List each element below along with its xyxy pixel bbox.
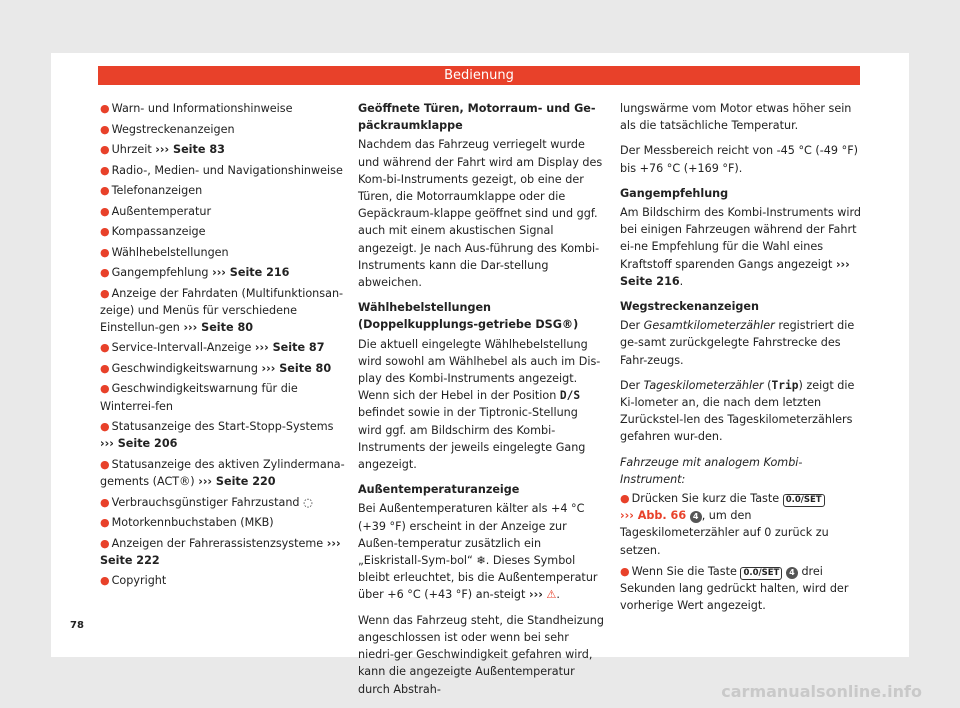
list-item xyxy=(100,264,346,281)
list-item xyxy=(100,285,346,337)
list-item-text: Statusanzeige des Start-Stopp-Systems xyxy=(111,420,334,434)
snowflake-icon: ❄ xyxy=(476,554,486,568)
list-item-text: Copyright xyxy=(111,574,167,588)
page-reference: ››› Seite 83 xyxy=(155,143,225,156)
bullet-icon: ● xyxy=(100,495,110,509)
list-item-text: Wegstreckenanzeigen xyxy=(111,122,235,136)
paragraph-total-odometer xyxy=(620,317,864,369)
paragraph-trip-odometer xyxy=(620,377,864,446)
list-item-text: Außentemperatur xyxy=(111,204,212,218)
heading-gear-recommendation: Gangempfehlung xyxy=(620,186,729,200)
text: ( xyxy=(763,378,772,392)
text: Am Bildschirm des Kombi-Instruments wird bei einigen Fahrzeugen während der Fahrt ei-ne Empfehlung für die Wahl eines Kraftstoff sparenden Gangs angezeigt xyxy=(620,206,861,271)
column-right xyxy=(620,100,864,622)
set-key-icon: 0.0/SET xyxy=(783,494,825,507)
bullet-icon: ● xyxy=(100,143,110,156)
text: . xyxy=(556,588,560,602)
bullet-icon: ● xyxy=(100,516,110,530)
bullet-icon: ● xyxy=(100,163,110,177)
watermark: carmanualsonline.info xyxy=(721,682,922,701)
list-item-text: Geschwindigkeitswarnung xyxy=(111,361,262,375)
list-item xyxy=(100,572,346,589)
warning-icon: ⚠ xyxy=(546,588,557,602)
page-reference: ››› Seite 216 xyxy=(212,266,290,279)
bullet-icon: ● xyxy=(100,184,110,197)
list-item xyxy=(100,514,346,531)
text: Bei Außentemperaturen kälter als +4 °C (+39 °F) erscheint in der Anzeige zur Außen-temperatur zusätzlich ein „Eiskristall-Sym-bol“ xyxy=(358,502,585,568)
bullet-icon: ● xyxy=(100,382,110,396)
list-item xyxy=(100,162,346,179)
column-middle xyxy=(358,100,605,706)
paragraph-heat: lungswärme vom Motor etwas höher sein als die tatsächliche Temperatur. xyxy=(620,102,852,133)
gear-position-label: D/S xyxy=(559,389,581,403)
list-item xyxy=(100,100,346,117)
list-item-text: Uhrzeit xyxy=(111,143,156,156)
paragraph-gear-positions xyxy=(358,336,605,474)
list-item-text: Geschwindigkeitswarnung für die Winterrei-fen xyxy=(100,382,298,413)
list-item xyxy=(100,494,346,511)
list-item-text: Motorkennbuchstaben (MKB) xyxy=(111,516,274,530)
bullet-icon: ● xyxy=(100,341,110,355)
list-item-text: Service-Intervall-Anzeige xyxy=(111,341,255,355)
list-item xyxy=(100,223,346,240)
text: Wenn Sie die Taste xyxy=(631,564,741,578)
list-item xyxy=(100,121,346,138)
paragraph-gear-recommendation xyxy=(620,204,864,290)
list-item-text: Telefonanzeigen xyxy=(111,184,203,197)
text: , um den Tageskilometerzähler auf 0 zurück zu setzen. xyxy=(620,509,829,557)
term: Tageskilometerzähler xyxy=(643,378,764,392)
list-item xyxy=(100,456,346,490)
heading-doors: Geöffnete Türen, Motorraum- und Ge-päckraumklappe xyxy=(358,102,596,133)
bullet-icon: ● xyxy=(100,266,110,279)
paragraph-range: Der Messbereich reicht von -45 °C (-49 °F) bis +76 °C (+169 °F). xyxy=(620,144,858,175)
page-reference: ››› Seite 87 xyxy=(254,341,325,355)
text: Drücken Sie kurz die Taste xyxy=(631,492,783,506)
list-item-text: Radio-, Medien- und Navigationshinweise xyxy=(111,163,343,177)
list-item xyxy=(100,141,346,158)
bullet-reset xyxy=(620,490,864,559)
set-key-icon: 0.0/SET xyxy=(740,567,782,580)
page-number: 78 xyxy=(70,620,84,631)
list-item xyxy=(100,360,346,377)
reference-arrows: ››› xyxy=(528,588,543,602)
bullet-icon: ● xyxy=(100,102,110,115)
figure-reference: ››› Abb. 66 xyxy=(620,509,687,523)
text: . xyxy=(679,274,684,288)
paragraph-analog-note: Fahrzeuge mit analogem Kombi-Instrument: xyxy=(620,455,803,486)
heading-outside-temp: Außentemperaturanzeige xyxy=(358,483,520,497)
list-item-text: Verbrauchsgünstiger Fahrzustand xyxy=(111,495,304,509)
bullet-icon: ● xyxy=(100,420,110,434)
term: Gesamtkilometerzähler xyxy=(643,319,775,333)
paragraph-doors: Nachdem das Fahrzeug verriegelt wurde und während der Fahrt wird am Display des Kom-bi-Instruments gezeigt, ob eine der Türen, die Motorraumklappe oder die Gepäckraum-klappe geöffnet sind und ggf. auch mit einem akustischen Signal angezeigt. Je nach Aus-führung des Kombi-Instruments kann die Dar-stellung abweichen. xyxy=(358,138,603,290)
page-reference: ››› Seite 216 xyxy=(620,257,850,288)
list-item xyxy=(100,244,346,261)
text: ) zeigt die Ki-lometer an, die nach dem letzten Zurückstel-len des Tageskilometerzählers gefahren wur-den. xyxy=(620,378,855,444)
list-item-text: Kompassanzeige xyxy=(111,225,206,238)
list-item-text: Statusanzeige des aktiven Zylindermana-gements (ACT®) xyxy=(100,457,345,489)
section-header: Bedienung xyxy=(98,66,860,85)
text: Der xyxy=(620,319,644,333)
bullet-icon: ● xyxy=(620,492,630,506)
trip-label: Trip xyxy=(771,378,799,392)
list-item xyxy=(100,418,346,452)
page-reference: ››› Seite 222 xyxy=(100,536,341,567)
text: Der xyxy=(620,378,644,392)
list-item-text: Warn- und Informationshinweise xyxy=(111,102,293,115)
text: befindet sowie in der Tiptronic-Stellung wird ggf. am Bildschirm des Kombi-Instruments der jeweils eingelegte Gang angezeigt. xyxy=(358,406,586,472)
bullet-icon: ● xyxy=(100,204,110,218)
page-reference: ››› Seite 206 xyxy=(100,437,178,451)
heading-odometers: Wegstreckenanzeigen xyxy=(620,300,759,314)
column-left xyxy=(100,100,346,593)
callout-number-icon: 4 xyxy=(690,511,702,523)
bullet-icon: ● xyxy=(100,457,110,471)
page-reference: ››› Seite 80 xyxy=(261,361,332,375)
bullet-icon: ● xyxy=(100,536,110,550)
bullet-icon: ● xyxy=(100,122,110,136)
bullet-icon: ● xyxy=(100,361,110,375)
text: . Dieses Symbol bleibt erleuchtet, bis die Außentemperatur über +6 °C (+43 °F) an-steigt xyxy=(358,554,598,602)
bullet-icon: ● xyxy=(100,574,110,588)
paragraph-heating: Wenn das Fahrzeug steht, die Standheizung angeschlossen ist oder wenn bei sehr niedri-ger Geschwindigkeit gefahren wird, kann die angezeigte Außentemperatur durch Abstrah- xyxy=(358,613,604,696)
page-reference: ››› Seite 220 xyxy=(198,475,276,489)
list-item-text: Gangempfehlung xyxy=(111,266,213,279)
bullet-icon: ● xyxy=(620,564,630,578)
economy-icon: ◌ xyxy=(303,495,313,509)
text: Die aktuell eingelegte Wählhebelstellung wird sowohl am Wählhebel als auch im Dis-play des Kombi-Instruments angezeigt. Wenn sich der Hebel in der Position xyxy=(358,337,601,403)
text: drei Sekunden lang gedrückt halten, wird der vorherige Wert angezeigt. xyxy=(620,564,849,613)
bullet-icon: ● xyxy=(100,225,110,238)
list-item xyxy=(100,380,346,414)
heading-gear-positions: Wählhebelstellungen (Doppelkupplungs-getriebe DSG®) xyxy=(358,301,579,332)
callout-number-icon: 4 xyxy=(786,567,798,579)
list-item-text: Anzeige der Fahrdaten (Multifunktionsan-zeige) und Menüs für verschiedene Einstellun-gen xyxy=(100,286,344,334)
list-item-text: Anzeigen der Fahrerassistenzsysteme xyxy=(111,536,327,550)
bullet-icon: ● xyxy=(100,245,110,259)
list-item-text: Wählhebelstellungen xyxy=(111,245,229,259)
list-item xyxy=(100,339,346,356)
list-item xyxy=(100,535,346,569)
page-reference: ››› Seite 80 xyxy=(183,320,254,334)
bullet-icon: ● xyxy=(100,286,110,300)
list-item xyxy=(100,203,346,220)
text: registriert die ge-samt zurückgelegte Fahrstrecke des Fahr-zeugs. xyxy=(620,319,855,367)
list-item xyxy=(100,182,346,199)
paragraph-outside-temp xyxy=(358,500,605,603)
bullet-hold xyxy=(620,563,864,615)
